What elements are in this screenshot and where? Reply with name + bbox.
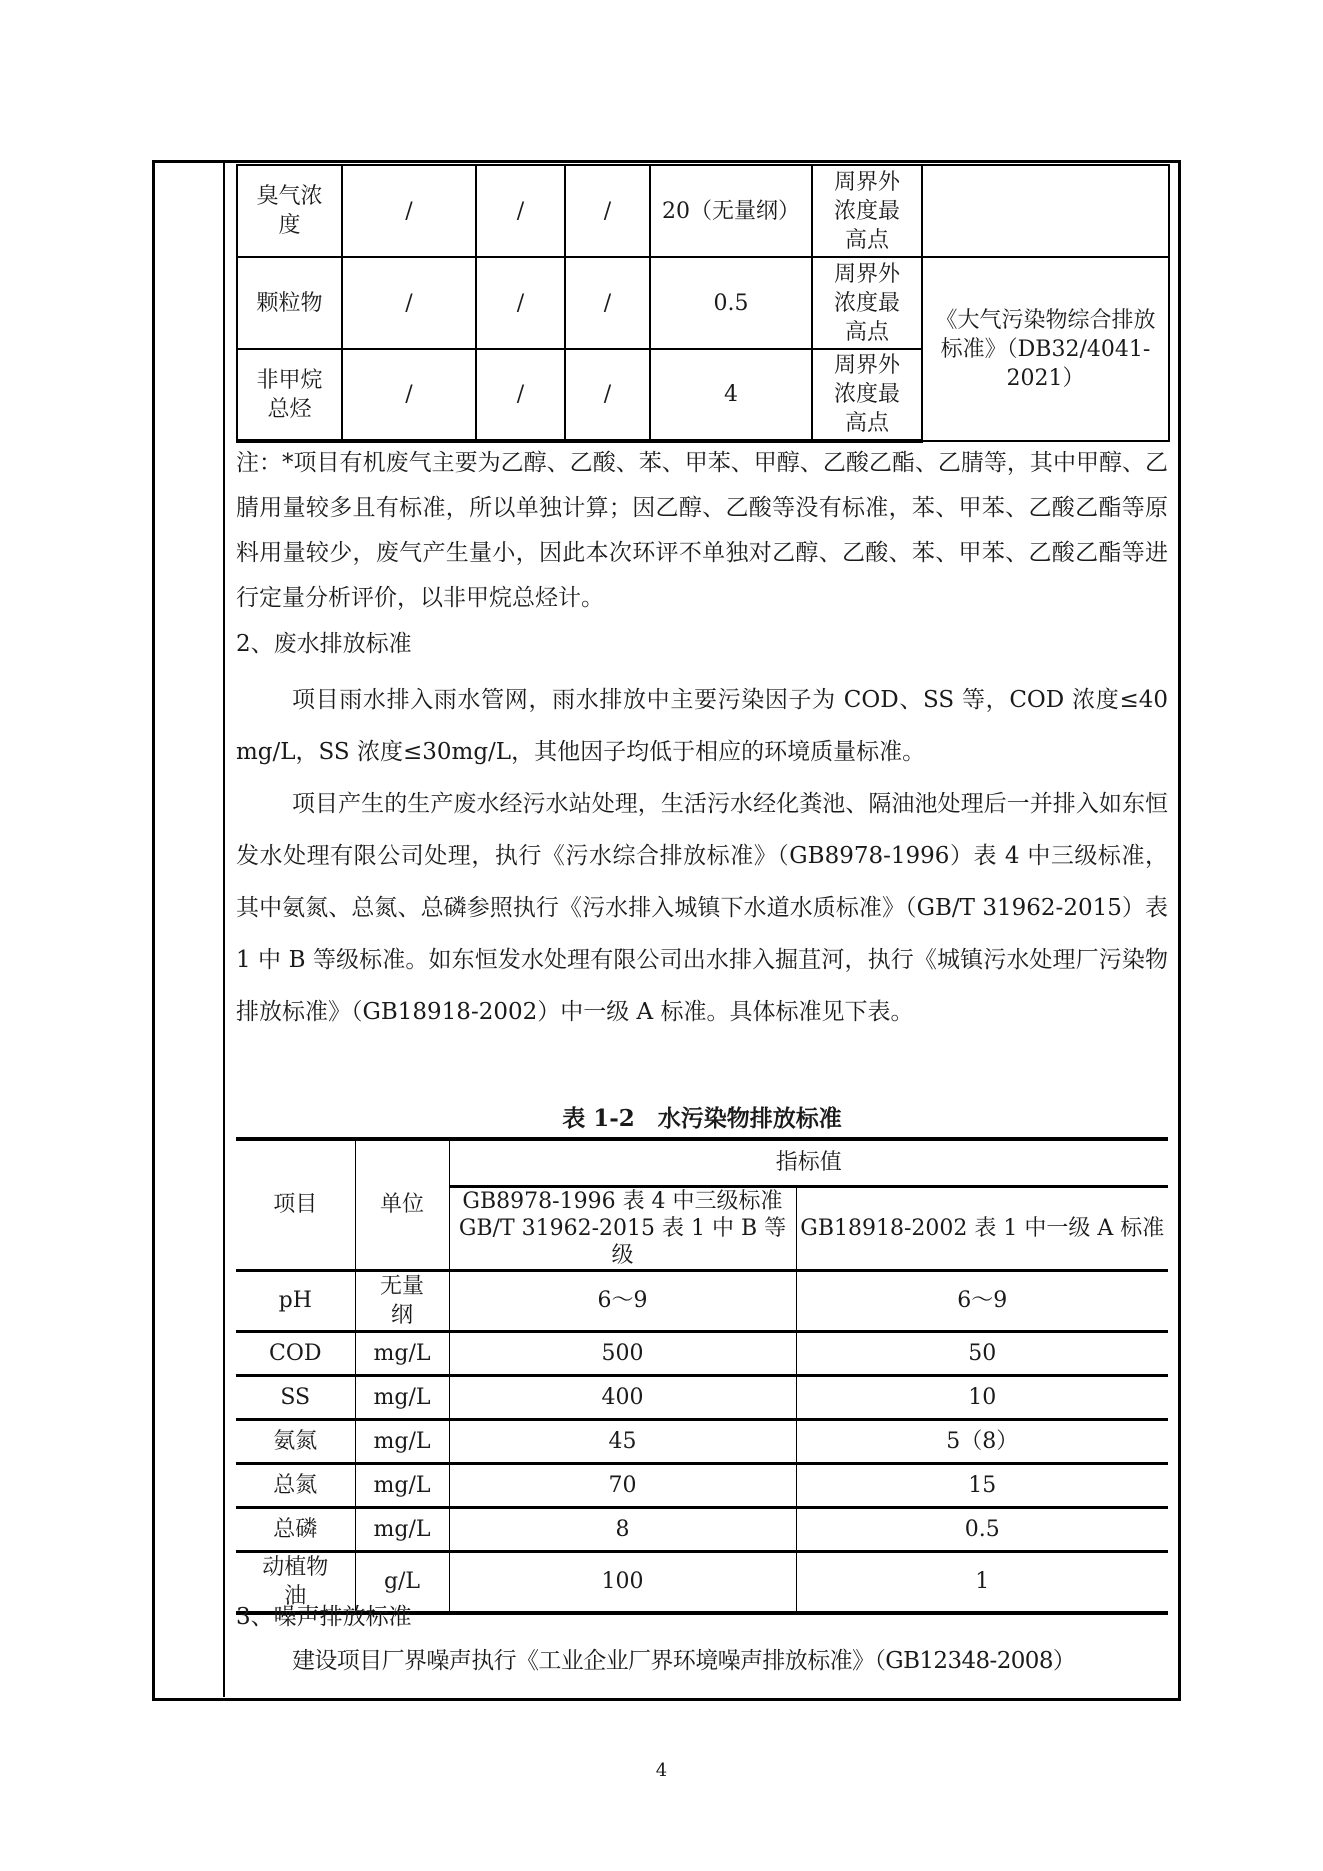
item-cell: 氨氮 [236,1419,355,1463]
header-row [236,1139,1168,1186]
table-row [237,165,1169,257]
header-item: 项目 [236,1139,355,1270]
value-cell: / [476,165,565,257]
table-row [236,1270,1168,1331]
item-cell: 非甲烷总烃 [237,349,342,441]
value-cell: 45 [449,1419,796,1463]
unit-cell: mg/L [355,1375,449,1419]
item-cell: 总磷 [236,1507,355,1551]
value-cell: / [342,165,476,257]
item-cell: SS [236,1375,355,1419]
table-row [236,1463,1168,1507]
unit-cell: mg/L [355,1507,449,1551]
limit-cell: 4 [650,349,812,441]
value-cell: / [476,349,565,441]
item-cell: 臭气浓度 [237,165,342,257]
value-cell: / [342,349,476,441]
section-heading: 3、噪声排放标准 [236,1604,412,1630]
location-cell: 周界外浓度最高点 [812,257,922,349]
item-cell: 颗粒物 [237,257,342,349]
table-row [236,1331,1168,1375]
value-cell: / [565,257,650,349]
value-cell: 5（8） [796,1419,1168,1463]
value-cell: / [342,257,476,349]
limit-cell: 20（无量纲） [650,165,812,257]
table-caption: 表 1-2 水污染物排放标准 [562,1105,842,1132]
note-text: 注：*项目有机废气主要为乙醇、乙酸、苯、甲苯、甲醇、乙酸乙酯、乙腈等，其中甲醇、乙腈用量较多且有标准，所以单独计算；因乙醇、乙酸等没有标准，苯、甲苯、乙酸乙酯等原料用量较少，废气产生量小，因此本次环评不单独对乙醇、乙酸、苯、甲苯、乙酸乙酯等进行定量分析评价，以非甲烷总烃计。 [236,450,1168,611]
paragraph: 建设项目厂界噪声执行《工业企业厂界环境噪声排放标准》（GB12348-2008） [292,1648,1076,1674]
item-cell: pH [236,1270,355,1331]
value-cell: 400 [449,1375,796,1419]
value-cell: 8 [449,1507,796,1551]
header-col2: GB18918-2002 表 1 中一级 A 标准 [796,1186,1168,1270]
value-cell: / [565,349,650,441]
water-pollutant-table [236,1137,1168,1615]
item-cell: 总氮 [236,1463,355,1507]
value-cell: / [565,165,650,257]
item-cell: 动植物油 [236,1551,355,1613]
note-block [236,441,1168,621]
table-row [236,1375,1168,1419]
value-cell: 100 [449,1551,796,1613]
unit-cell: mg/L [355,1419,449,1463]
value-cell: 6～9 [449,1270,796,1331]
table-row [236,1507,1168,1551]
header-col1-line1: GB8978-1996 表 4 中三级标准 [462,1188,783,1214]
page-number: 4 [655,1760,668,1781]
header-group: 指标值 [449,1139,1168,1186]
location-cell: 周界外浓度最高点 [812,165,922,257]
paragraph: 项目雨水排入雨水管网，雨水排放中主要污染因子为 COD、SS 等，COD 浓度≤40 mg/L，SS 浓度≤30mg/L，其他因子均低于相应的环境质量标准。 [236,687,1168,765]
unit-cell: mg/L [355,1463,449,1507]
frame-divider [223,162,225,1697]
header-col1 [449,1186,796,1270]
location-cell: 周界外浓度最高点 [812,349,922,441]
table-row [237,257,1169,349]
paragraph: 项目产生的生产废水经污水站处理，生活污水经化粪池、隔油池处理后一并排入如东恒发水处理有限公司处理，执行《污水综合排放标准》（GB8978-1996）表 4 中三级标准，其中氨氮、总氮、总磷参照执行《污水排入城镇下水道水质标准》（GB/T 31962-2015）表 1 中 B 等级标准。如东恒发水处理有限公司出水排入掘苴河，执行《城镇污水处理厂污染物排放标准》（GB18918-2002）中一级 A 标准。具体标准见下表。 [236,791,1168,1025]
value-cell: 15 [796,1463,1168,1507]
unit-cell: g/L [355,1551,449,1613]
standard-cell: 《大气污染物综合排放标准》（DB32/4041-2021） [922,257,1169,441]
section-heading: 2、废水排放标准 [236,631,412,657]
value-cell: 500 [449,1331,796,1375]
header-col1-line2: GB/T 31962-2015 表 1 中 B 等级 [458,1215,787,1268]
value-cell: 10 [796,1375,1168,1419]
section-2 [236,622,1168,1038]
section-3 [236,1597,1168,1685]
value-cell: 0.5 [796,1507,1168,1551]
unit-cell: 无量纲 [355,1270,449,1331]
value-cell: 6～9 [796,1270,1168,1331]
item-cell: COD [236,1331,355,1375]
value-cell: 50 [796,1331,1168,1375]
table-row [236,1419,1168,1463]
value-cell: / [476,257,565,349]
blank-cell [922,165,1169,257]
limit-cell: 0.5 [650,257,812,349]
air-emission-table [236,164,1170,443]
unit-cell: mg/L [355,1331,449,1375]
value-cell: 1 [796,1551,1168,1613]
value-cell: 70 [449,1463,796,1507]
header-unit: 单位 [355,1139,449,1270]
